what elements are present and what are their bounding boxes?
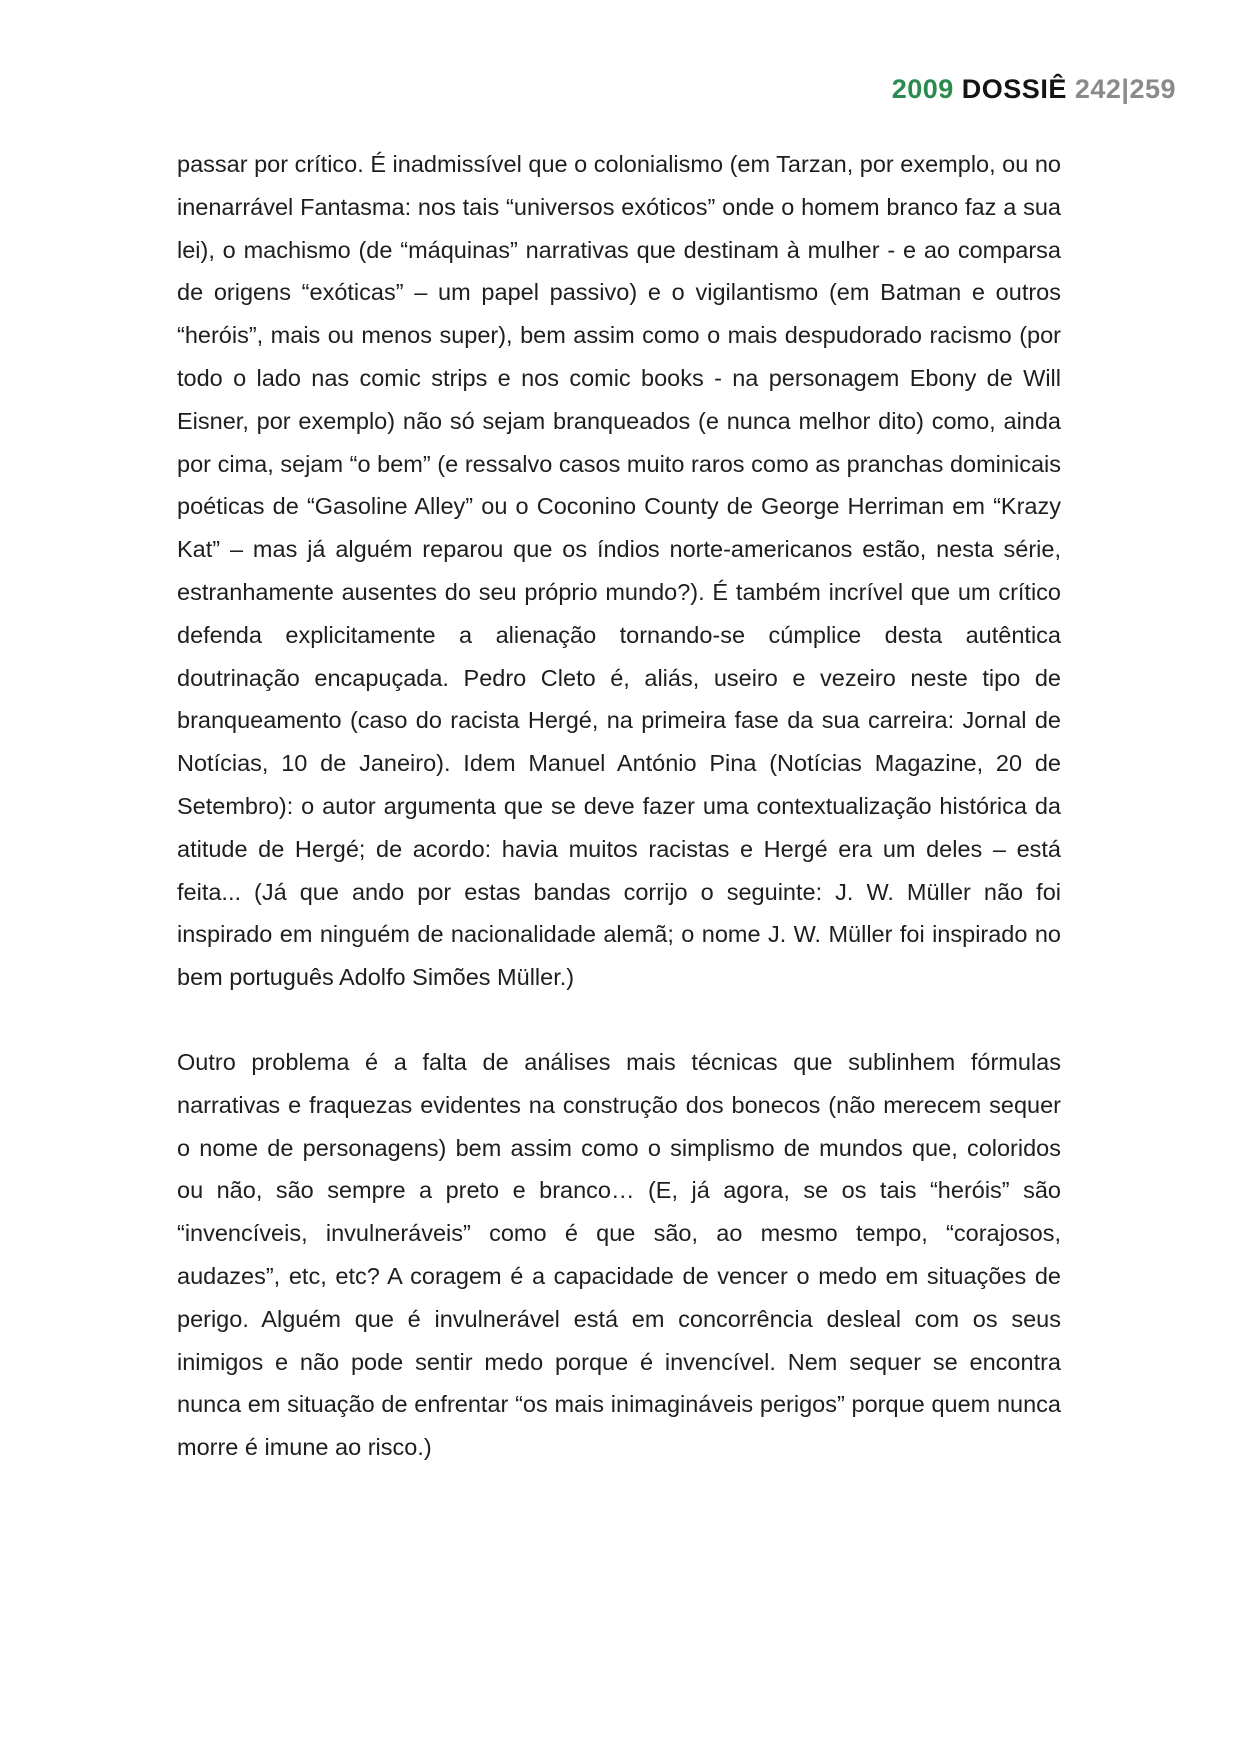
- paragraph-1: passar por crítico. É inadmissível que o colonialismo (em Tarzan, por exemplo, ou no inenarrável Fantasma: nos tais “universos exóticos” onde o homem branco faz a sua lei), o machismo (de “máquinas” narrativas que destinam à mulher - e ao comparsa de origens “exóticas” – um papel passivo) e o vigilantismo (em Batman e outros “heróis”, mais ou menos super), bem assim como o mais despudorado racismo (por todo o lado nas comic strips e nos comic books - na personagem Ebony de Will Eisner, por exemplo) não só sejam branqueados (e nunca melhor dito) como, ainda por cima, sejam “o bem” (e ressalvo casos muito raros como as pranchas dominicais poéticas de “Gasoline Alley” ou o Coconino County de George Herriman em “Krazy Kat” – mas já alguém reparou que os índios norte-americanos estão, nesta série, estranhamente ausentes do seu próprio mundo?). É também incrível que um crítico defenda explicitamente a alienação tornando-se cúmplice desta autêntica doutrinação encapuçada. Pedro Cleto é, aliás, useiro e vezeiro neste tipo de branqueamento (caso do racista Hergé, na primeira fase da sua carreira: Jornal de Notícias, 10 de Janeiro). Idem Manuel António Pina (Notícias Magazine, 20 de Setembro): o autor argumenta que se deve fazer uma contextualização histórica da atitude de Hergé; de acordo: havia muitos racistas e Hergé era um deles – está feita... (Já que ando por estas bandas corrijo o seguinte: J. W. Müller não foi inspirado em ninguém de nacionalidade alemã; o nome J. W. Müller foi inspirado no bem português Adolfo Simões Müller.): [177, 151, 1061, 991]
- header-year: 2009: [891, 74, 954, 104]
- header-page-numbers: 242|259: [1074, 74, 1176, 104]
- paragraph-2: Outro problema é a falta de análises mais técnicas que sublinhem fórmulas narrativas e fraquezas evidentes na construção dos bonecos (não merecem sequer o nome de personagens) bem assim como o simplismo de mundos que, coloridos ou não, são sempre a preto e branco… (E, já agora, se os tais “heróis” são “invencíveis, invulneráveis” como é que são, ao mesmo tempo, “corajosos, audazes”, etc, etc? A coragem é a capacidade de vencer o medo em situações de perigo. Alguém que é invulnerável está em concorrência desleal com os seus inimigos e não pode sentir medo porque é invencível. Nem sequer se encontra nunca em situação de enfrentar “os mais inimagináveis perigos” porque quem nunca morre é imune ao risco.): [177, 1048, 1061, 1461]
- page-header: [892, 74, 1176, 105]
- header-section: DOSSIÊ: [961, 74, 1067, 104]
- document-body: [177, 143, 1061, 1469]
